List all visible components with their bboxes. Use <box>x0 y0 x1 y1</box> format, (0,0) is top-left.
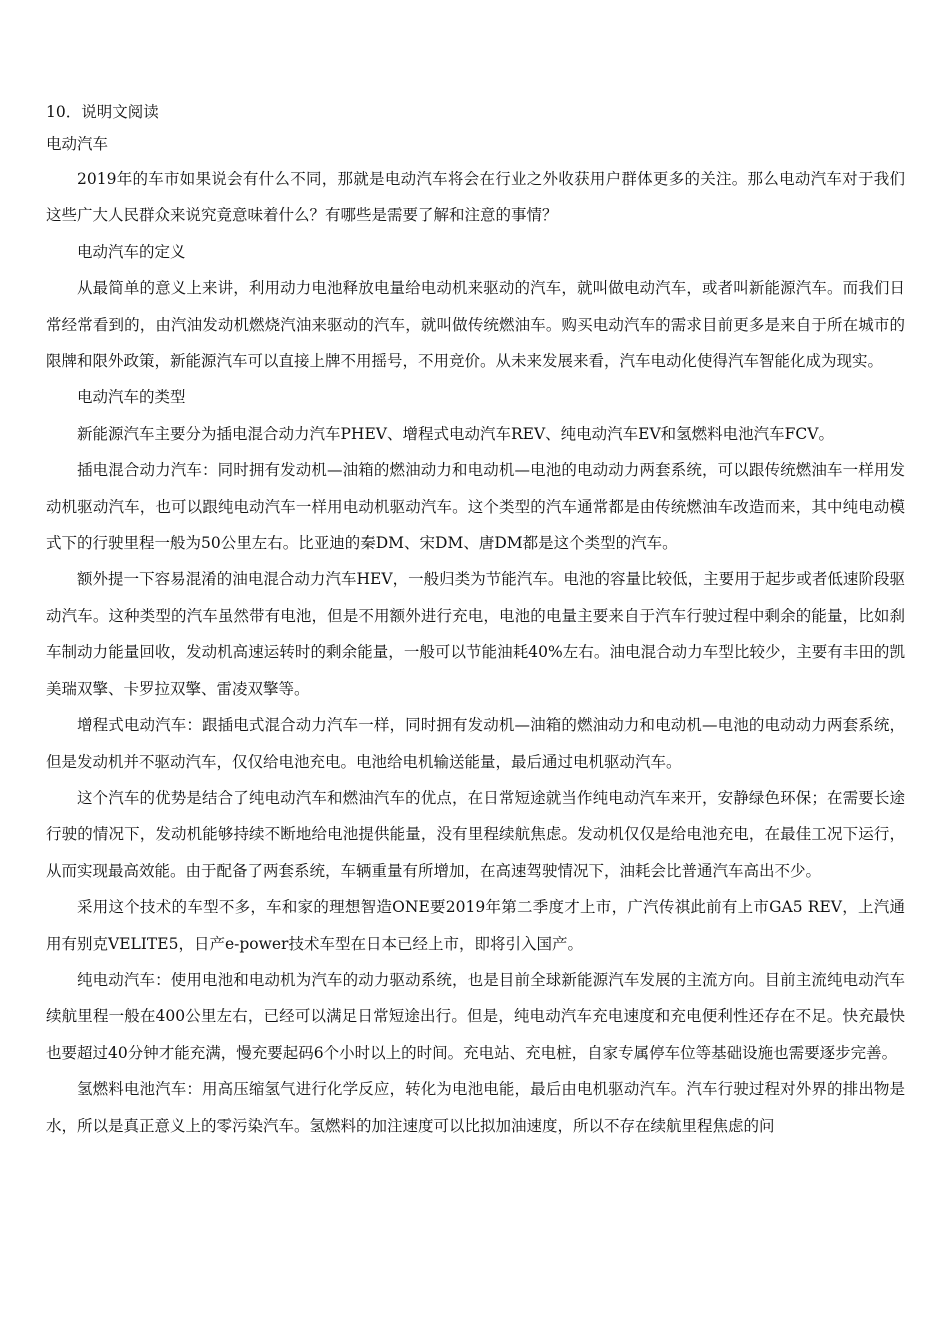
paragraph-fcv: 氢燃料电池汽车：用高压缩氢气进行化学反应，转化为电池电能，最后由电机驱动汽车。汽车行驶过程对外界的排出物是水，所以是真正意义上的零污染汽车。氢燃料的加注速度可以比拟加油速度，所以不存在续航里程焦虑的问 <box>46 1080 905 1135</box>
paragraph-phev: 插电混合动力汽车：同时拥有发动机—油箱的燃油动力和电动机—电池的电动动力两套系统，可以跟传统燃油车一样用发动机驱动汽车，也可以跟纯电动汽车一样用电动机驱动汽车。这个类型的汽车通常都是由传统燃油车改造而来，其中纯电动模式下的行驶里程一般为50公里左右。比亚迪的秦DM、宋DM、唐DM都是这个类型的汽车。 <box>46 461 905 553</box>
paragraph-types-overview: 新能源汽车主要分为插电混合动力汽车PHEV、增程式电动汽车REV、纯电动汽车EV和氢燃料电池汽车FCV。 <box>77 424 834 443</box>
paragraph-rev-models: 采用这个技术的车型不多，车和家的理想智造ONE要2019年第二季度才上市，广汽传祺此前有上市GA5 REV，上汽通用有别克VELITE5，日产e-power技术车型在日本已经上市，即将引入国产。 <box>46 898 905 953</box>
question-number: 10．说明文阅读 <box>46 103 159 121</box>
article-body <box>46 161 905 1144</box>
paragraph-intro: 2019年的车市如果说会有什么不同，那就是电动汽车将会在行业之外收获用户群体更多的关注。那么电动汽车对于我们这些广大人民群众来说究竟意味着什么？有哪些是需要了解和注意的事情？ <box>46 170 905 225</box>
paragraph-ev: 纯电动汽车：使用电池和电动机为汽车的动力驱动系统，也是目前全球新能源汽车发展的主流方向。目前主流纯电动汽车续航里程一般在400公里左右，已经可以满足日常短途出行。但是，纯电动汽车充电速度和充电便利性还存在不足。快充最快也要超过40分钟才能充满，慢充要起码6个小时以上的时间。充电站、充电桩，自家专属停车位等基础设施也需要逐步完善。 <box>46 970 905 1062</box>
paragraph-rev-advantages: 这个汽车的优势是结合了纯电动汽车和燃油汽车的优点，在日常短途就当作纯电动汽车来开，安静绿色环保；在需要长途行驶的情况下，发动机能够持续不断地给电池提供能量，没有里程续航焦虑。发动机仅仅是给电池充电，在最佳工况下运行，从而实现最高效能。由于配备了两套系统，车辆重量有所增加，在高速驾驶情况下，油耗会比普通汽车高出不少。 <box>46 788 905 880</box>
paragraph-definition: 从最简单的意义上来讲，利用动力电池释放电量给电动机来驱动的汽车，就叫做电动汽车，或者叫新能源汽车。而我们日常经常看到的，由汽油发动机燃烧汽油来驱动的汽车，就叫做传统燃油车。购买电动汽车的需求目前更多是来自于所在城市的限牌和限外政策，新能源汽车可以直接上牌不用摇号，不用竞价。从未来发展来看，汽车电动化使得汽车智能化成为现实。 <box>46 279 905 371</box>
section-heading-types: 电动汽车的类型 <box>77 388 186 407</box>
article-title: 电动汽车 <box>46 135 109 153</box>
section-heading-definition: 电动汽车的定义 <box>77 242 186 261</box>
paragraph-rev: 增程式电动汽车：跟插电式混合动力汽车一样，同时拥有发动机—油箱的燃油动力和电动机—电池的电动动力两套系统，但是发动机并不驱动汽车，仅仅给电池充电。电池给电机输送能量，最后通过电机驱动汽车。 <box>46 716 905 771</box>
paragraph-hev: 额外提一下容易混淆的油电混合动力汽车HEV，一般归类为节能汽车。电池的容量比较低，主要用于起步或者低速阶段驱动汽车。这种类型的汽车虽然带有电池，但是不用额外进行充电，电池的电量主要来自于汽车行驶过程中剩余的能量，比如刹车制动力能量回收，发动机高速运转时的剩余能量，一般可以节能油耗40%左右。油电混合动力车型比较少，主要有丰田的凯美瑞双擎、卡罗拉双擎、雷凌双擎等。 <box>46 570 905 698</box>
